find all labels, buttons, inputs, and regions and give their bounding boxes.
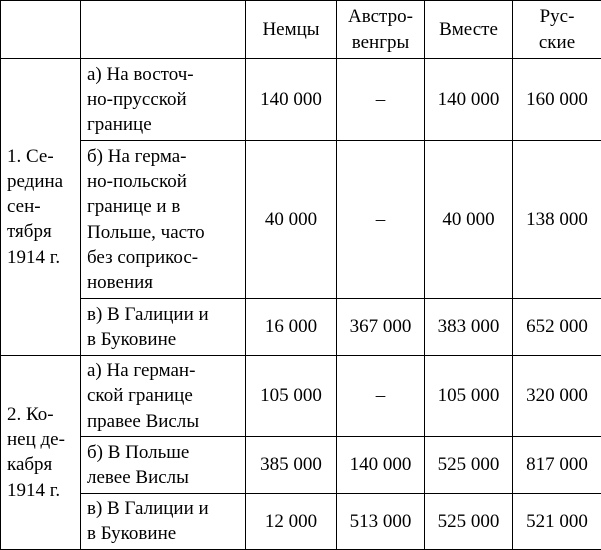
header-austro-line-2: венгры [351,31,410,53]
together-value: 525 000 [425,493,513,549]
austro-value: 367 000 [337,299,425,355]
together-value: 105 000 [425,355,513,437]
russians-value: 138 000 [513,140,601,299]
desc-line: в) В Галиции и [87,303,209,325]
desc-line: б) На герма- [87,145,187,167]
period-cell-1 [1,59,81,356]
period-1-line-4: тября [7,221,52,243]
together-value: 383 000 [425,299,513,355]
header-russians-line-1: Рус- [539,6,575,28]
description-cell [81,59,246,141]
together-value: 40 000 [425,140,513,299]
desc-line: но-польской [87,171,187,193]
desc-line: границе и в [87,196,181,218]
table-row [1,140,601,299]
austro-value: – [337,355,425,437]
desc-line: в) В Галиции и [87,498,209,520]
description-cell [81,493,246,549]
period-1-line-1: 1. Се- [7,145,54,167]
desc-line: ской границе [87,385,193,407]
table-row [1,355,601,437]
table-row [1,299,601,355]
russians-value: 521 000 [513,493,601,549]
germans-value: 16 000 [246,299,337,355]
table-row [1,493,601,549]
together-value: 140 000 [425,59,513,141]
period-2-line-3: кабря [7,454,53,476]
desc-line: границе [87,114,152,136]
germans-value: 385 000 [246,437,337,493]
germans-value: 105 000 [246,355,337,437]
desc-line: а) На восточ- [87,63,194,85]
desc-line: б) В Польше [87,441,190,463]
header-austro-line-1: Австро- [348,6,413,28]
desc-line: а) На герман- [87,360,196,382]
desc-line: в Буковине [87,523,177,545]
period-cell-2 [1,355,81,549]
header-germans: Немцы [246,1,337,59]
description-cell [81,355,246,437]
period-1-line-3: сен- [7,196,41,218]
header-russians-line-2: ские [538,31,576,53]
russians-value: 160 000 [513,59,601,141]
period-1-line-2: редина [7,170,64,192]
header-austro-hungarians [337,1,425,59]
desc-line: правее Вислы [87,410,200,432]
russians-value: 817 000 [513,437,601,493]
table-body [1,59,601,550]
header-russians [513,1,601,59]
together-value: 525 000 [425,437,513,493]
austro-value: – [337,59,425,141]
header-row [1,1,601,59]
period-1-line-5: 1914 г. [7,246,61,268]
header-description-blank [81,1,246,59]
description-cell [81,140,246,299]
germans-value: 40 000 [246,140,337,299]
austro-value: 513 000 [337,493,425,549]
table-row [1,59,601,141]
period-2-line-4: 1914 г. [7,479,61,501]
germans-value: 12 000 [246,493,337,549]
desc-line: в Буковине [87,329,177,351]
desc-line: новения [87,272,154,294]
description-cell [81,299,246,355]
desc-line: левее Вислы [87,467,189,489]
austro-value: – [337,140,425,299]
period-2-line-1: 2. Ко- [7,403,54,425]
germans-value: 140 000 [246,59,337,141]
desc-line: без соприкос- [87,246,199,268]
table-header [1,1,601,59]
desc-line: но-прусской [87,88,187,110]
russians-value: 320 000 [513,355,601,437]
header-period-blank [1,1,81,59]
austro-value: 140 000 [337,437,425,493]
table-row [1,437,601,493]
period-2-line-2: нец де- [7,429,65,451]
header-together: Вместе [425,1,513,59]
russians-value: 652 000 [513,299,601,355]
desc-line: Польше, часто [87,221,205,243]
description-cell [81,437,246,493]
